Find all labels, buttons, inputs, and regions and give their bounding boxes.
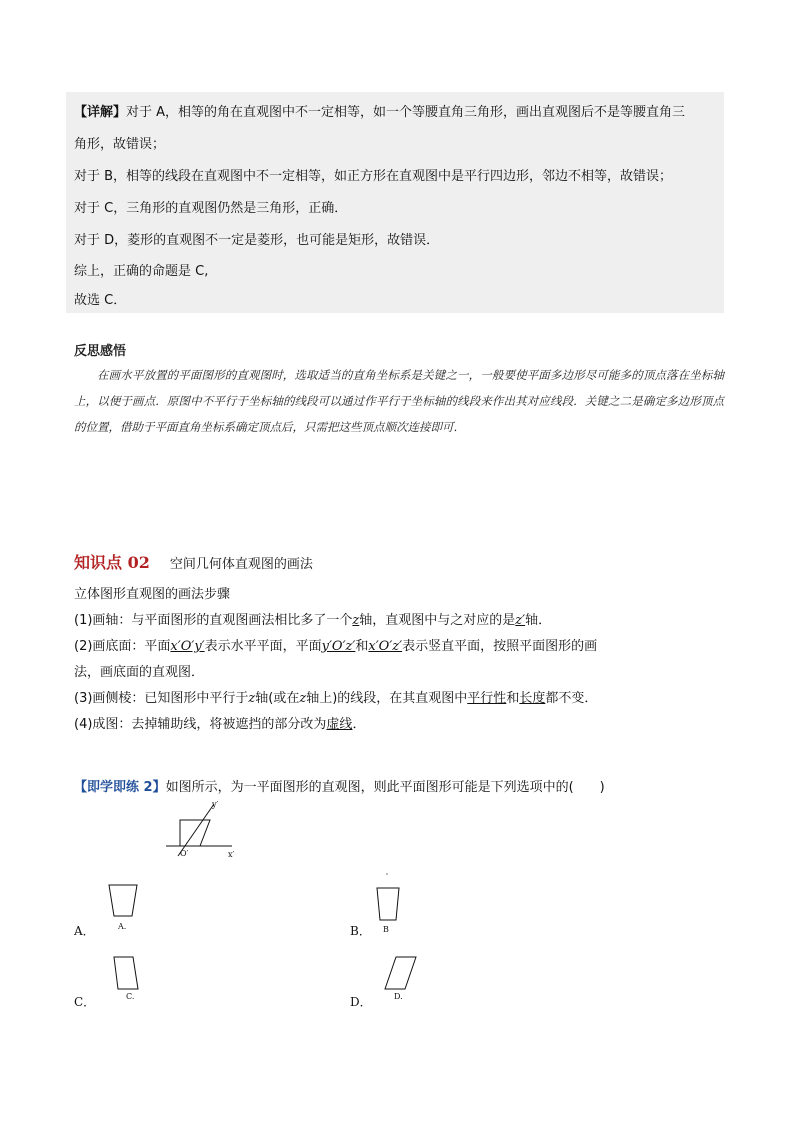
solution-line-6: 综上，正确的命题是 C, [74, 264, 209, 279]
drawing-steps [74, 582, 724, 738]
steps-title: 立体图形直观图的画法步骤 [74, 587, 231, 602]
option-a-figure [108, 884, 138, 918]
solution-tag: 【详解】 [74, 105, 127, 120]
option-d-figure [383, 955, 419, 991]
o-prime-label: O′ [180, 849, 189, 858]
knowledge-point-heading [74, 550, 313, 573]
solution-line-7: 故选 C． [74, 293, 127, 308]
step-3: (3)画侧棱：已知图形中平行于z轴(或在z轴上)的线段，在其直观图中平行性和长度都不变． [74, 691, 598, 706]
option-d-letter[interactable]: D． [350, 995, 372, 1009]
reflection-body: 在画水平放置的平面图形的直观图时，选取适当的直角坐标系是关键之一，一般要使平面多边形尽可能多的顶点落在坐标轴上，以便于画点．原图中不平行于坐标轴的线段可以通过作平行于坐标轴的线段来作出其对应线段．关键之二是确定多边形顶点的位置，借助于平面直角坐标系确定顶点后，只需把这些顶点顺次连接即可． [74, 368, 724, 434]
knowledge-point-tag: 知识点 02 [74, 553, 150, 572]
parallelogram-shape [180, 820, 210, 846]
solution-line-2: 角形，故错误； [74, 137, 166, 152]
practice-tag: 【即学即练 2】 [74, 780, 166, 795]
option-a-label: A. [118, 922, 127, 931]
solution-box [66, 92, 724, 313]
option-b-label: B [383, 925, 389, 934]
option-c-letter[interactable]: C． [74, 995, 96, 1009]
step-2: (2)画底面：平面x′O′y′表示水平平面，平面y′O′z′和x′O′z′表示竖直平面，按照平面图形的画 [74, 639, 598, 654]
solution-line-3: 对于 B，相等的线段在直观图中不一定相等，如正方形在直观图中是平行四边形，邻边不相等，故错误； [74, 169, 673, 184]
step-2-cont: 法，画底面的直观图． [74, 665, 205, 680]
option-d-label: D. [394, 992, 403, 1001]
reflection-title: 反思感悟 [74, 344, 127, 359]
option-a-letter[interactable]: A． [74, 924, 95, 938]
option-c-label: C. [126, 992, 135, 1001]
practice-question: 【即学即练 2】如图所示，为一平面图形的直观图，则此平面图形可能是下列选项中的( ) [74, 780, 605, 795]
option-c-figure [112, 955, 140, 991]
knowledge-point-name: 空间几何体直观图的画法 [169, 557, 313, 572]
step-4: (4)成图：去掉辅助线，将被遮挡的部分改为虚线． [74, 717, 366, 732]
y-prime-label: y′ [212, 800, 219, 809]
x-prime-label: x′ [228, 850, 235, 859]
option-b-letter[interactable]: B． [350, 924, 371, 938]
solution-line-1: 【详解】对于 A，相等的角在直观图中不一定相等，如一个等腰直角三角形，画出直观图后不是等腰直角三 [74, 105, 686, 120]
solution-line-5: 对于 D，菱形的直观图不一定是菱形，也可能是矩形，故错误． [74, 233, 440, 248]
intuitive-figure [160, 798, 250, 862]
solution-line-4: 对于 C，三角形的直观图仍然是三角形，正确． [74, 201, 348, 216]
option-b-figure [375, 872, 401, 924]
step-1: (1)画轴：与平面图形的直观图画法相比多了一个z轴，直观图中与之对应的是z′轴． [74, 613, 552, 628]
